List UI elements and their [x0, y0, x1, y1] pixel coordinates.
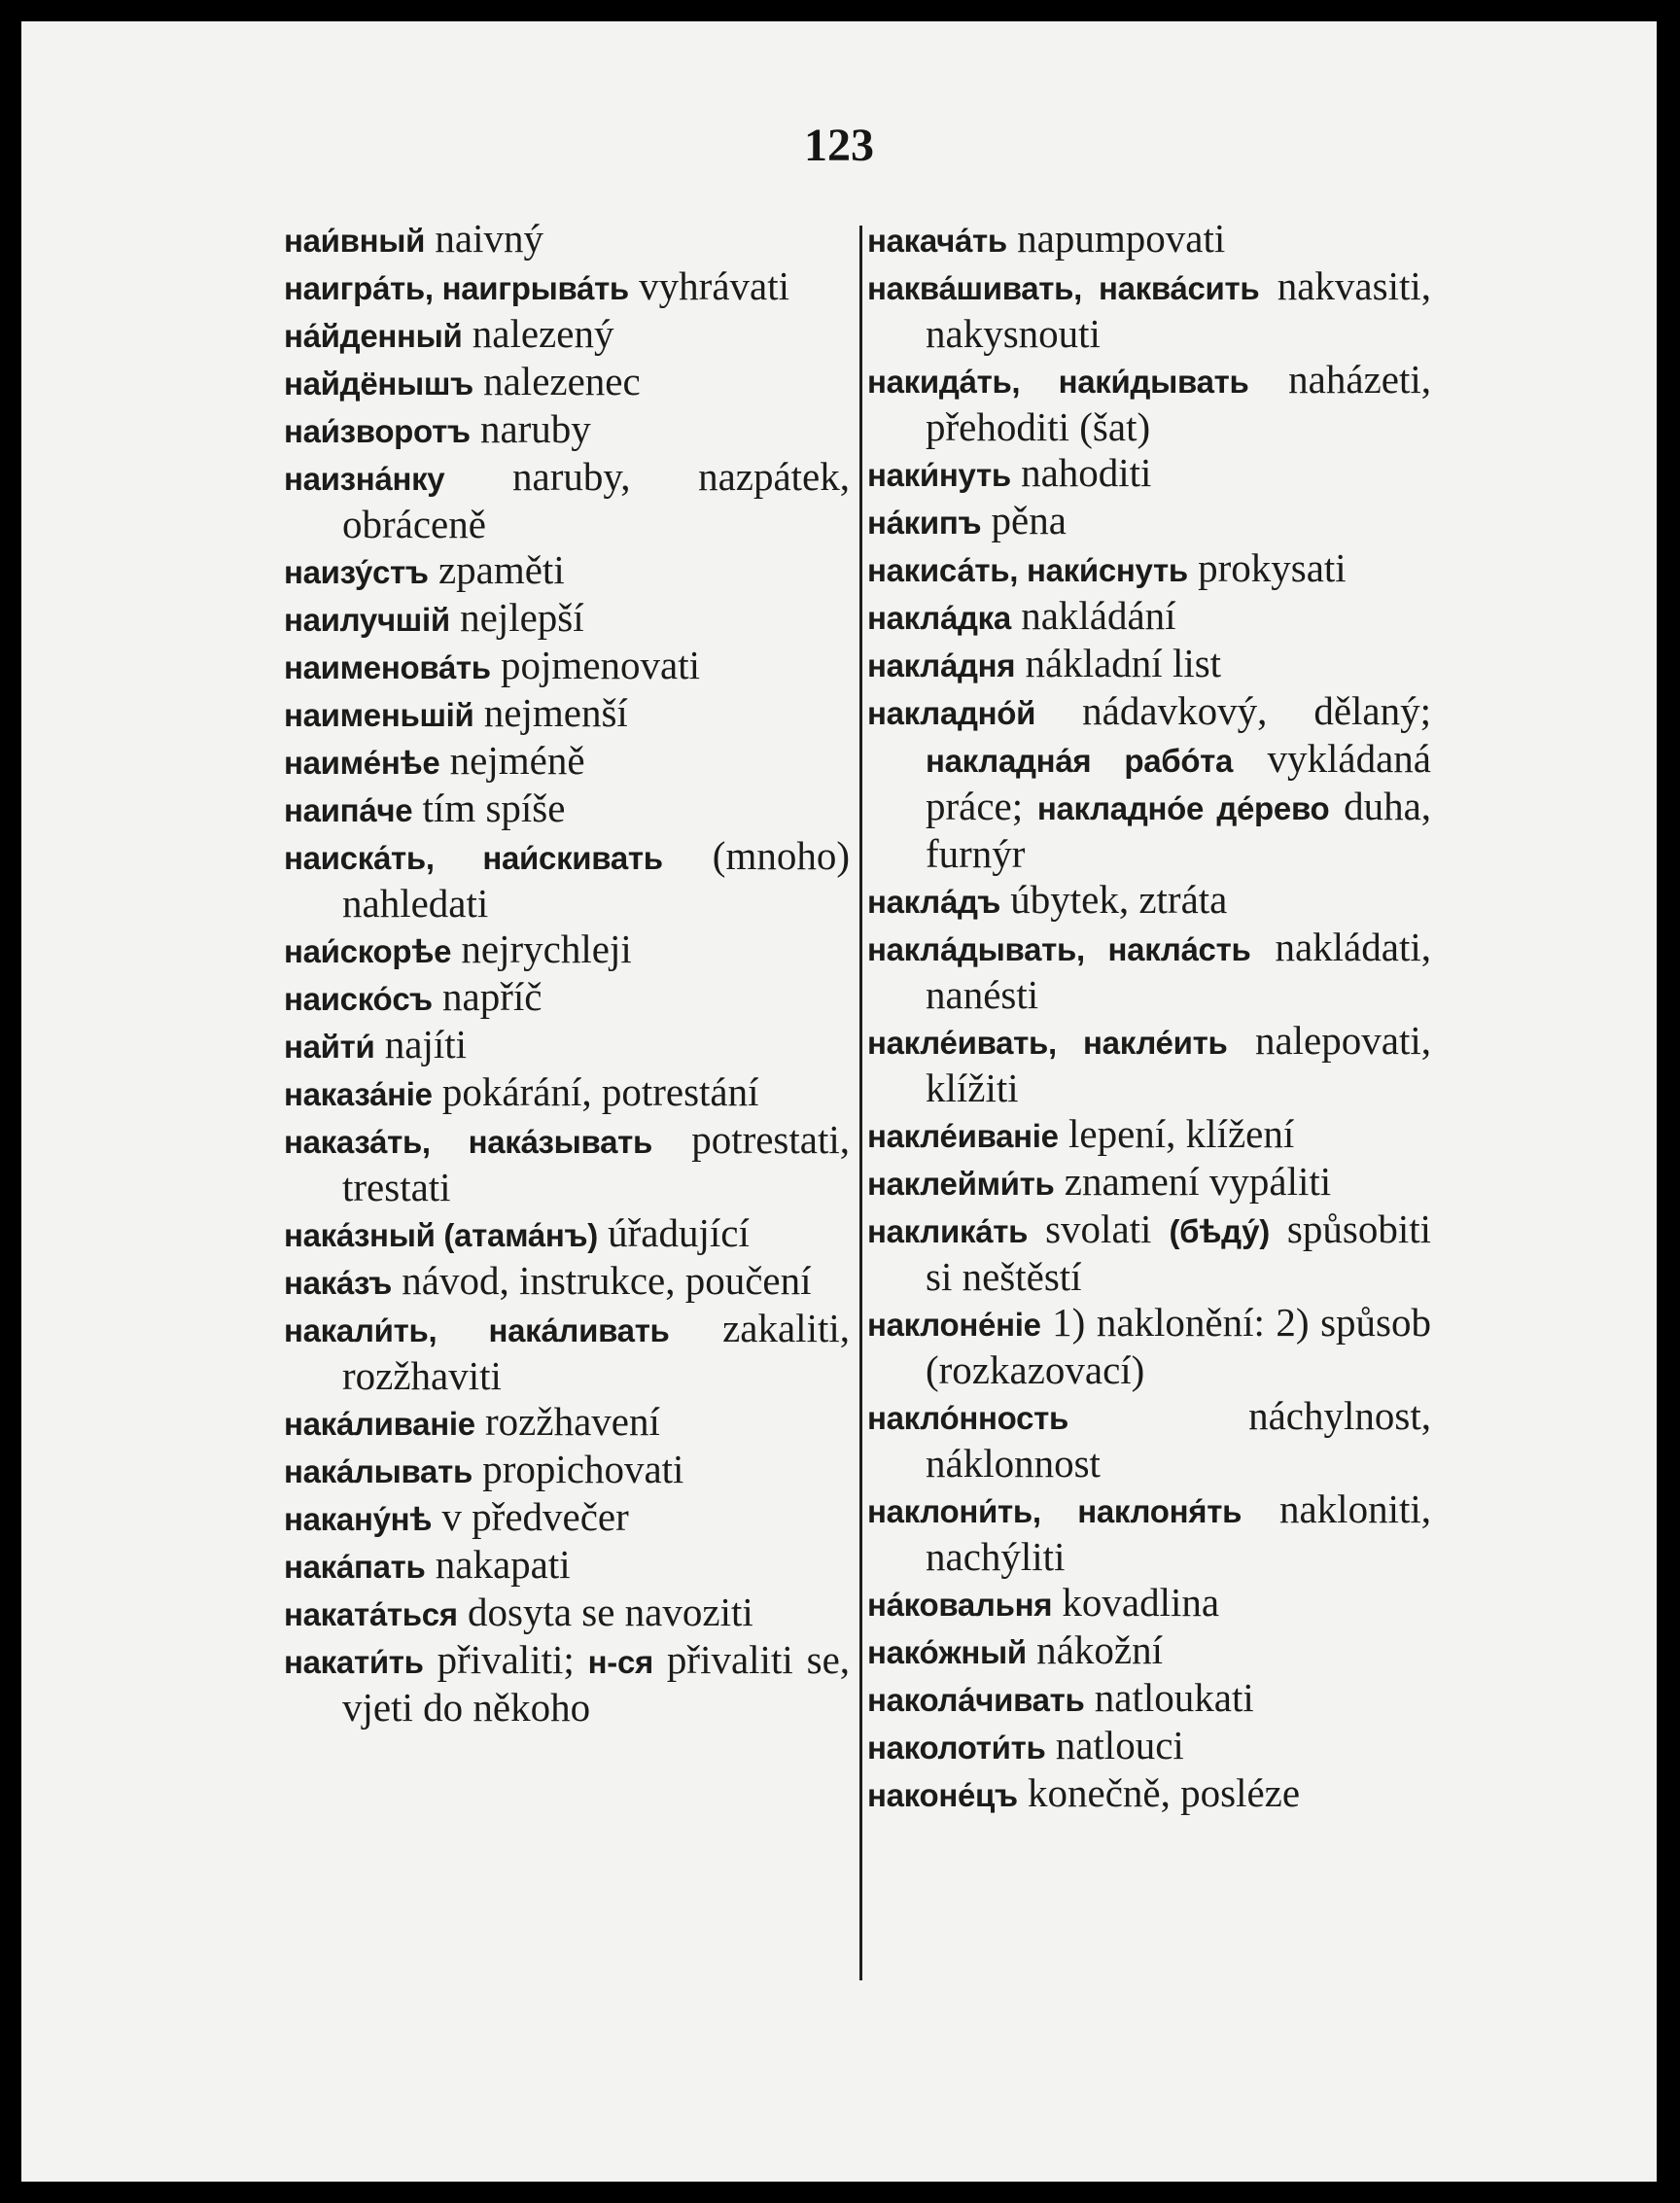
left-column: [284, 216, 850, 1731]
headword: накола́чивать: [867, 1682, 1085, 1718]
dictionary-entry: [867, 1159, 1431, 1206]
definition: vyhrávati: [639, 263, 790, 308]
dictionary-entry: [284, 643, 850, 690]
dictionary-entry: [284, 833, 850, 927]
definition: propichovati: [482, 1447, 684, 1491]
headword: накану́нѣ: [284, 1501, 433, 1537]
definition: naruby, nazpátek, obráceně: [342, 454, 850, 546]
dictionary-entry: [284, 1306, 850, 1399]
headword: наклика́ть: [867, 1213, 1029, 1249]
dictionary-entry: [284, 1637, 850, 1731]
definition: nakládání: [1021, 593, 1176, 638]
headword: наказа́ть, нака́зывать: [284, 1124, 652, 1160]
definition: nalezený: [472, 311, 614, 356]
headword: нака́зный (атама́нъ): [284, 1217, 598, 1253]
dictionary-entry: [867, 1300, 1431, 1393]
definition: v předvečer: [441, 1494, 629, 1539]
headword: наизна́нку: [284, 461, 445, 497]
dictionary-entry: [284, 263, 850, 311]
dictionary-entry: [284, 595, 850, 643]
dictionary-entry: [867, 545, 1431, 593]
definition: úbytek, ztráta: [1010, 877, 1228, 922]
headword: наклейми́ть: [867, 1166, 1055, 1202]
headword: на́кипъ: [867, 505, 982, 541]
dictionary-entry: [867, 1486, 1431, 1580]
headword: наилучшій: [284, 602, 450, 638]
definition: nakvasiti, nakysnouti: [926, 263, 1431, 356]
definition: (mnoho) nahledati: [342, 833, 850, 926]
definition: nahoditi: [1021, 450, 1152, 495]
headword: накида́ть, наки́дывать: [867, 364, 1249, 400]
dictionary-entry: [867, 1580, 1431, 1627]
dictionary-entry: [284, 359, 850, 406]
definition: zpaměti: [438, 547, 565, 592]
definition: nádavkový, dělaný;: [1082, 688, 1432, 733]
definition: nejrychleji: [461, 927, 632, 971]
dictionary-entry: [867, 498, 1431, 545]
dictionary-entry: [867, 1393, 1431, 1486]
dictionary-entry: [284, 1542, 850, 1590]
headword: наи́скорѣе: [284, 933, 452, 969]
dictionary-entry: [284, 974, 850, 1022]
dictionary-entry: [284, 547, 850, 595]
definition: pokárání, potrestání: [441, 1069, 759, 1114]
headword: н-ся: [587, 1644, 654, 1680]
headword: найдёнышъ: [284, 366, 473, 402]
headword: накле́ивать, накле́ить: [867, 1025, 1228, 1061]
definition: duha, furnýr: [926, 784, 1432, 876]
headword: накача́ть: [867, 223, 1007, 259]
headword: наипа́че: [284, 792, 413, 828]
headword: нака́лывать: [284, 1453, 472, 1489]
definition: náchylnost, náklonnost: [926, 1393, 1431, 1486]
definition: natloukati: [1094, 1675, 1254, 1720]
dictionary-entry: [284, 311, 850, 359]
headword: накали́ть, нака́ливать: [284, 1312, 670, 1348]
definition: nejlepší: [460, 595, 584, 640]
headword: наката́ться: [284, 1596, 458, 1632]
dictionary-entry: [284, 1117, 850, 1210]
definition: nákožní: [1036, 1627, 1163, 1672]
definition: naruby: [479, 406, 591, 451]
dictionary-entry: [284, 690, 850, 738]
headword: наиско́съ: [284, 981, 433, 1017]
headword: наклоне́ніе: [867, 1307, 1041, 1343]
definition: napříč: [442, 974, 542, 1019]
definition: dosyta se navoziti: [467, 1590, 753, 1634]
dictionary-entry: [867, 641, 1431, 688]
definition: kovadlina: [1062, 1580, 1220, 1625]
definition: tím spíše: [422, 786, 566, 830]
definition: nalezenec: [483, 359, 641, 403]
definition: konečně, posléze: [1028, 1770, 1301, 1815]
definition: najíti: [384, 1022, 468, 1067]
headword: наколоти́ть: [867, 1730, 1046, 1766]
definition: návod, instrukce, poučení: [402, 1258, 812, 1303]
dictionary-entry: [284, 406, 850, 454]
dictionary-entry: [284, 1210, 850, 1258]
dictionary-entry: [867, 357, 1431, 450]
headword: накладно́й: [867, 695, 1036, 731]
dictionary-entry: [867, 688, 1431, 877]
headword: на́йденный: [284, 318, 463, 354]
definition: 1) naklonění: 2) spůsob (rozkazovací): [926, 1300, 1431, 1392]
dictionary-entry: [284, 1590, 850, 1637]
headword: накладна́я рабо́та: [926, 743, 1234, 779]
definition: pojmenovati: [501, 643, 700, 687]
headword: (бѣду́): [1169, 1213, 1270, 1249]
dictionary-entry: [284, 1447, 850, 1494]
dictionary-entry: [867, 1018, 1431, 1111]
headword: наи́вный: [284, 223, 426, 259]
headword: на́ковальня: [867, 1587, 1053, 1623]
definition: nakládati, nanésti: [926, 925, 1431, 1017]
dictionary-entry: [867, 1675, 1431, 1723]
definition: rozžhavení: [485, 1399, 660, 1444]
headword: накати́ть: [284, 1644, 424, 1680]
dictionary-entry: [867, 1770, 1431, 1818]
headword: накиса́ть, наки́снуть: [867, 552, 1188, 588]
dictionary-entry: [867, 263, 1431, 357]
definition: lepení, klížení: [1068, 1111, 1295, 1156]
definition: spůsobiti si neštěstí: [926, 1206, 1431, 1299]
dictionary-entry: [284, 1494, 850, 1542]
dictionary-entry: [284, 1258, 850, 1306]
dictionary-entry: [284, 1022, 850, 1069]
dictionary-entry: [284, 738, 850, 786]
headword: наки́нуть: [867, 457, 1011, 493]
headword: наизу́стъ: [284, 554, 429, 590]
headword: нака́ливаніе: [284, 1406, 475, 1442]
dictionary-entry: [867, 1206, 1431, 1300]
headword: наиска́ть, наи́скивать: [284, 840, 663, 876]
headword: наигра́ть, наигрыва́ть: [284, 270, 629, 306]
definition: prokysati: [1198, 545, 1347, 590]
headword: наква́шивать, наква́сить: [867, 270, 1260, 306]
headword: накла́дъ: [867, 884, 1000, 920]
dictionary-entry: [867, 1627, 1431, 1675]
headword: накле́иваніе: [867, 1118, 1059, 1154]
headword: наказа́ніе: [284, 1076, 433, 1112]
headword: накла́дка: [867, 600, 1011, 636]
definition: znamení vypáliti: [1064, 1159, 1332, 1204]
definition: nakapati: [435, 1542, 571, 1587]
dictionary-entry: [284, 454, 850, 547]
definition: nakloniti, nachýliti: [926, 1486, 1431, 1579]
headword: нака́зъ: [284, 1265, 392, 1301]
dictionary-entry: [867, 216, 1431, 263]
dictionary-entry: [284, 1069, 850, 1117]
definition: pěna: [991, 498, 1067, 542]
definition: napumpovati: [1017, 216, 1226, 261]
dictionary-entry: [284, 1399, 850, 1447]
dictionary-entry: [867, 1111, 1431, 1159]
definition: potrestati, trestati: [342, 1117, 851, 1209]
definition: svolati: [1045, 1206, 1152, 1251]
definition: nejmenší: [483, 690, 628, 735]
dictionary-entry: [867, 877, 1431, 925]
definition: úřadující: [608, 1210, 750, 1255]
definition: nalepovati, klížiti: [926, 1018, 1431, 1110]
definition: přivaliti;: [437, 1637, 575, 1682]
headword: накла́дня: [867, 647, 1016, 683]
right-column: [867, 216, 1431, 1818]
headword: накло́нность: [867, 1400, 1068, 1436]
page-number: 123: [804, 120, 874, 171]
definition: naházeti, přehoditi (šat): [926, 357, 1431, 449]
dictionary-entry: [867, 1723, 1431, 1770]
definition: natlouci: [1055, 1723, 1184, 1767]
headword: наклони́ть, наклоня́ть: [867, 1493, 1242, 1529]
dictionary-entry: [284, 216, 850, 263]
dictionary-entry: [867, 450, 1431, 498]
dictionary-entry: [867, 593, 1431, 641]
definition: vykládaná práce;: [926, 736, 1431, 828]
headword: нака́пать: [284, 1549, 426, 1585]
column-divider: [859, 226, 862, 1980]
headword: наиме́нѣе: [284, 745, 440, 781]
dictionary-entry: [867, 925, 1431, 1018]
definition: zakaliti, rozžhaviti: [342, 1306, 851, 1398]
headword: наименьшій: [284, 697, 474, 733]
headword: наи́зворотъ: [284, 413, 471, 449]
definition: přivaliti se, vjeti do někoho: [342, 1637, 851, 1730]
definition: nákladní list: [1025, 641, 1222, 685]
headword: накладно́е де́рево: [1036, 790, 1330, 826]
headword: нако́жный: [867, 1634, 1027, 1670]
dictionary-entry: [284, 786, 850, 833]
definition: nejméně: [449, 738, 585, 783]
definition: naivný: [435, 216, 544, 261]
dictionary-entry: [284, 927, 850, 974]
headword: накла́дывать, накла́сть: [867, 931, 1251, 967]
headword: наконе́цъ: [867, 1777, 1018, 1813]
headword: найти́: [284, 1029, 375, 1065]
dictionary-page: [21, 21, 1657, 2182]
headword: наименова́ть: [284, 649, 491, 685]
